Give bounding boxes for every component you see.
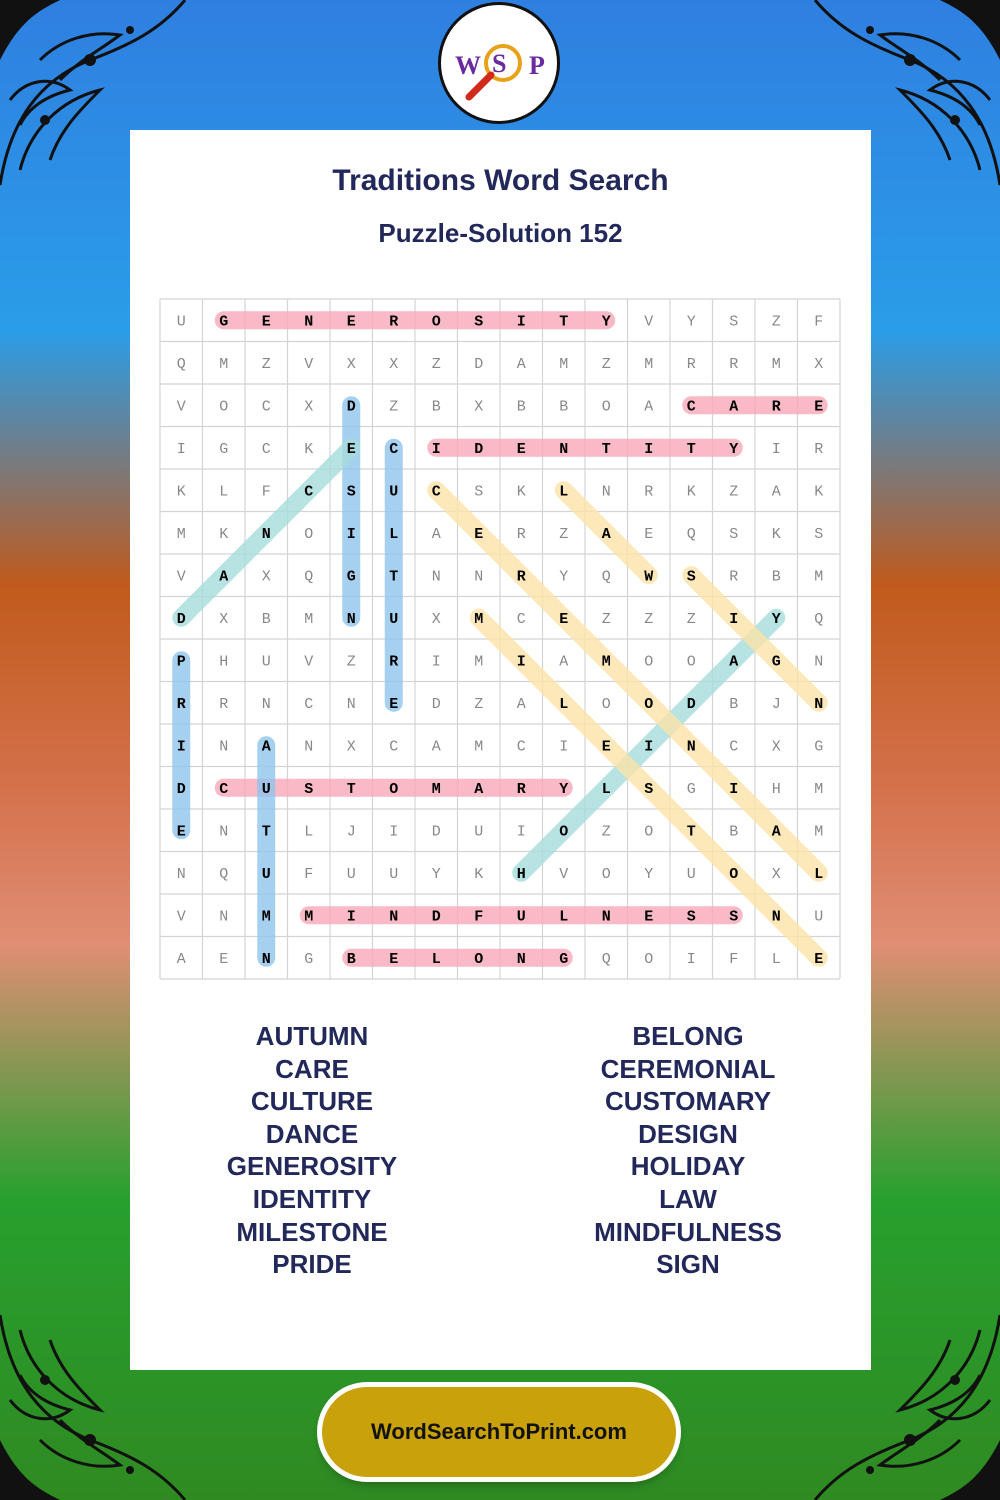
grid-cell: T <box>261 823 271 841</box>
grid-cell: M <box>474 653 484 671</box>
grid-cell: U <box>389 483 399 501</box>
grid-cell: U <box>261 865 271 883</box>
grid-cell: M <box>814 780 824 798</box>
word-list-item: LAW <box>659 1183 717 1214</box>
grid-cell: L <box>389 525 399 543</box>
grid-cell: Z <box>686 610 696 628</box>
grid-cell: A <box>516 355 526 373</box>
grid-cell: P <box>176 653 186 671</box>
grid-cell: Z <box>389 398 399 416</box>
grid-cell: O <box>431 313 441 331</box>
grid-cell: R <box>644 483 654 501</box>
grid-cell: V <box>304 653 314 671</box>
grid-cell: S <box>346 483 356 501</box>
grid-cell: Q <box>176 355 186 373</box>
grid-cell: O <box>729 865 739 883</box>
grid-cell: K <box>304 440 314 458</box>
grid-cell: O <box>601 865 611 883</box>
grid-cell: E <box>516 440 526 458</box>
grid-cell: O <box>304 525 314 543</box>
grid-cell: N <box>219 823 229 841</box>
grid-cell: A <box>176 950 186 968</box>
grid-cell: I <box>644 738 654 756</box>
grid-cell: B <box>559 398 569 416</box>
grid-cell: C <box>729 738 739 756</box>
grid-cell: N <box>814 653 824 671</box>
grid-cell: F <box>304 865 314 883</box>
grid-cell: I <box>644 440 654 458</box>
grid-cell: I <box>176 440 186 458</box>
grid-cell: N <box>219 908 229 926</box>
grid-cell: G <box>304 950 314 968</box>
grid-cell: O <box>644 653 654 671</box>
grid-cell: B <box>771 568 781 586</box>
grid-cell: C <box>304 695 314 713</box>
grid-cell: I <box>176 738 186 756</box>
word-list-item: CUSTOMARY <box>604 1086 772 1117</box>
grid-cell: N <box>261 695 271 713</box>
grid-cell: B <box>729 695 739 713</box>
grid-cell: B <box>729 823 739 841</box>
grid-cell: D <box>431 908 441 926</box>
word-list-item: BELONG <box>632 1021 744 1051</box>
grid-cell: I <box>559 738 569 756</box>
grid-cell: E <box>474 525 484 543</box>
grid-cell: O <box>219 398 229 416</box>
grid-cell: D <box>176 610 186 628</box>
grid-cell: R <box>814 440 824 458</box>
grid-cell: B <box>261 610 271 628</box>
grid-cell: T <box>601 440 611 458</box>
grid-cell: S <box>474 313 484 331</box>
grid-cell: Z <box>601 355 611 373</box>
grid-cell: L <box>219 483 229 501</box>
grid-cell: A <box>516 695 526 713</box>
grid-cell: U <box>474 823 484 841</box>
grid-cell: U <box>176 313 186 331</box>
grid-cell: L <box>559 908 569 926</box>
grid-cell: R <box>516 525 526 543</box>
grid-cell: S <box>729 313 739 331</box>
grid-cell: K <box>219 525 229 543</box>
grid-cell: D <box>474 440 484 458</box>
grid-cell: O <box>601 695 611 713</box>
grid-cell: Z <box>559 525 569 543</box>
grid-cell: T <box>559 313 569 331</box>
grid-cell: I <box>346 908 356 926</box>
grid-cell: S <box>729 908 739 926</box>
word-list-item: CEREMONIAL <box>600 1053 776 1084</box>
grid-cell: M <box>474 738 484 756</box>
grid-cell: Z <box>644 610 654 628</box>
grid-cell: R <box>516 568 526 586</box>
grid-cell: Z <box>729 483 739 501</box>
grid-cell: T <box>389 568 399 586</box>
grid-cell: U <box>516 908 526 926</box>
grid-cell: M <box>814 568 824 586</box>
grid-cell: E <box>814 398 824 416</box>
grid-cell: K <box>176 483 186 501</box>
grid-cell: O <box>644 950 654 968</box>
grid-cell: S <box>474 483 484 501</box>
grid-cell: N <box>601 908 611 926</box>
grid-cell: V <box>559 865 569 883</box>
grid-cell: G <box>346 568 356 586</box>
grid-cell: K <box>474 865 484 883</box>
grid-cell: O <box>474 950 484 968</box>
grid-cell: B <box>516 398 526 416</box>
grid-cell: R <box>686 355 696 373</box>
grid-cell: Z <box>346 653 356 671</box>
grid-cell: M <box>431 780 441 798</box>
grid-cell: M <box>559 355 569 373</box>
wsp-logo <box>438 2 560 124</box>
grid-cell: H <box>771 780 781 798</box>
grid-cell: N <box>771 908 781 926</box>
grid-cell: N <box>601 483 611 501</box>
grid-cell: J <box>771 695 781 713</box>
grid-cell: N <box>686 738 696 756</box>
grid-cell: X <box>219 610 229 628</box>
grid-cell: C <box>261 440 271 458</box>
grid-cell: M <box>601 653 611 671</box>
grid-cell: A <box>474 780 484 798</box>
grid-cell: O <box>559 823 569 841</box>
grid-cell: N <box>474 568 484 586</box>
grid-cell: L <box>431 950 441 968</box>
grid-cell: N <box>261 950 271 968</box>
grid-cell: Q <box>814 610 824 628</box>
grid-cell: S <box>814 525 824 543</box>
grid-cell: I <box>729 610 739 628</box>
grid-cell: H <box>219 653 229 671</box>
grid-cell: S <box>644 780 654 798</box>
grid-cell: E <box>644 525 654 543</box>
grid-cell: O <box>644 695 654 713</box>
grid-cell: L <box>559 483 569 501</box>
grid-cell: A <box>431 525 441 543</box>
word-list-item: HOLIDAY <box>630 1151 746 1182</box>
grid-cell: M <box>304 908 314 926</box>
grid-cell: G <box>686 780 696 798</box>
word-list-item: GENEROSITY <box>226 1151 398 1182</box>
grid-cell: M <box>771 355 781 373</box>
grid-cell: G <box>219 440 229 458</box>
grid-cell: U <box>686 865 696 883</box>
grid-cell: C <box>261 398 271 416</box>
grid-cell: O <box>601 398 611 416</box>
grid-cell: Z <box>771 313 781 331</box>
grid-cell: W <box>644 568 654 586</box>
grid-cell: E <box>644 908 654 926</box>
grid-cell: N <box>516 950 526 968</box>
grid-cell: Z <box>601 823 611 841</box>
grid-cell: L <box>601 780 611 798</box>
grid-cell: Z <box>431 355 441 373</box>
grid-cell: Y <box>559 780 569 798</box>
grid-cell: K <box>686 483 696 501</box>
grid-cell: I <box>431 440 441 458</box>
grid-cell: X <box>346 355 356 373</box>
grid-cell: O <box>644 823 654 841</box>
grid-cell: T <box>346 780 356 798</box>
grid-cell: T <box>686 823 696 841</box>
word-list-right <box>538 1020 838 1281</box>
grid-cell: N <box>176 865 186 883</box>
grid-cell: I <box>771 440 781 458</box>
word-list-item: PRIDE <box>272 1249 352 1280</box>
grid-cell: R <box>176 695 186 713</box>
grid-cell: D <box>431 823 441 841</box>
grid-cell: M <box>814 823 824 841</box>
grid-cell: K <box>516 483 526 501</box>
grid-cell: M <box>644 355 654 373</box>
grid-cell: L <box>814 865 824 883</box>
grid-cell: D <box>176 780 186 798</box>
grid-cell: X <box>304 398 314 416</box>
grid-cell: K <box>814 483 824 501</box>
page-title: Traditions Word Search <box>332 164 669 197</box>
grid-cell: F <box>474 908 484 926</box>
grid-cell: N <box>431 568 441 586</box>
grid-cell: F <box>729 950 739 968</box>
grid-cell: X <box>771 865 781 883</box>
grid-cell: F <box>261 483 271 501</box>
grid-cell: D <box>686 695 696 713</box>
word-list-item: CULTURE <box>250 1086 374 1117</box>
site-link-label: WordSearchToPrint.com <box>371 1419 627 1444</box>
grid-cell: V <box>304 355 314 373</box>
grid-cell: X <box>346 738 356 756</box>
grid-cell: I <box>431 653 441 671</box>
grid-cell: X <box>389 355 399 373</box>
grid-cell: R <box>516 780 526 798</box>
grid-cell: I <box>516 313 526 331</box>
grid-cell: M <box>474 610 484 628</box>
grid-cell: C <box>686 398 696 416</box>
grid-cell: L <box>304 823 314 841</box>
grid-cell: I <box>389 823 399 841</box>
grid-cell: Y <box>559 568 569 586</box>
grid-cell: N <box>814 695 824 713</box>
grid-cell: T <box>686 440 696 458</box>
grid-cell: M <box>261 908 271 926</box>
grid-cell: G <box>771 653 781 671</box>
word-list-item: CARE <box>275 1053 349 1084</box>
grid-cell: R <box>389 313 399 331</box>
grid-cell: U <box>261 653 271 671</box>
grid-cell: F <box>814 313 824 331</box>
grid-cell: Y <box>644 865 654 883</box>
grid-cell: E <box>219 950 229 968</box>
grid-cell: K <box>771 525 781 543</box>
grid-cell: G <box>219 313 229 331</box>
grid-cell: C <box>516 738 526 756</box>
grid-cell: E <box>559 610 569 628</box>
grid-cell: R <box>729 568 739 586</box>
grid-cell: X <box>814 355 824 373</box>
puzzle-panel <box>130 130 871 1370</box>
grid-cell: V <box>176 908 186 926</box>
grid-cell: Q <box>601 950 611 968</box>
grid-cell: N <box>346 610 356 628</box>
grid-cell: E <box>346 313 356 331</box>
grid-cell: I <box>516 653 526 671</box>
grid-cell: V <box>176 568 186 586</box>
word-list-item: IDENTITY <box>252 1183 372 1214</box>
logo-letter-p: P <box>529 51 545 80</box>
grid-cell: A <box>219 568 229 586</box>
grid-cell: C <box>389 440 399 458</box>
grid-cell: C <box>516 610 526 628</box>
grid-cell: Y <box>771 610 781 628</box>
grid-cell: Q <box>686 525 696 543</box>
grid-cell: A <box>601 525 611 543</box>
grid-cell: O <box>389 780 399 798</box>
grid-cell: S <box>686 568 696 586</box>
grid-cell: D <box>346 398 356 416</box>
grid-cell: M <box>176 525 186 543</box>
grid-cell: M <box>219 355 229 373</box>
grid-cell: C <box>304 483 314 501</box>
grid-cell: Z <box>601 610 611 628</box>
grid-cell: A <box>644 398 654 416</box>
grid-cell: A <box>261 738 271 756</box>
grid-cell: N <box>559 440 569 458</box>
grid-cell: O <box>686 653 696 671</box>
grid-cell: B <box>431 398 441 416</box>
grid-cell: X <box>474 398 484 416</box>
grid-cell: Y <box>686 313 696 331</box>
grid-cell: D <box>474 355 484 373</box>
grid-cell: A <box>771 483 781 501</box>
grid-cell: Q <box>219 865 229 883</box>
grid-cell: S <box>686 908 696 926</box>
word-search-grid <box>159 298 841 980</box>
word-list-item: DESIGN <box>638 1118 738 1149</box>
grid-cell: I <box>729 780 739 798</box>
page-subtitle: Puzzle-Solution 152 <box>378 218 623 248</box>
grid-cell: N <box>389 908 399 926</box>
site-link-button[interactable] <box>322 1387 676 1477</box>
grid-cell: L <box>771 950 781 968</box>
grid-cell: R <box>219 695 229 713</box>
grid-cell: U <box>346 865 356 883</box>
grid-cell: I <box>516 823 526 841</box>
grid-cell: E <box>346 440 356 458</box>
grid-cell: E <box>814 950 824 968</box>
grid-cell: M <box>304 610 314 628</box>
grid-cell: E <box>389 695 399 713</box>
grid-cell: Q <box>601 568 611 586</box>
grid-cell: S <box>729 525 739 543</box>
word-list-item: SIGN <box>656 1249 720 1280</box>
word-list-left <box>162 1020 462 1281</box>
grid-cell: V <box>644 313 654 331</box>
grid-cell: N <box>304 738 314 756</box>
grid-cell: X <box>261 568 271 586</box>
grid-cell: S <box>304 780 314 798</box>
grid-cell: L <box>559 695 569 713</box>
grid-cell: N <box>261 525 271 543</box>
grid-cell: Z <box>474 695 484 713</box>
grid-cell: C <box>431 483 441 501</box>
grid-cell: Y <box>601 313 611 331</box>
grid-cell: N <box>346 695 356 713</box>
grid-cell: G <box>559 950 569 968</box>
grid-cell: Q <box>304 568 314 586</box>
word-list-item: DANCE <box>265 1118 359 1149</box>
grid-cell: U <box>389 865 399 883</box>
grid-cell: I <box>686 950 696 968</box>
grid-cell: X <box>771 738 781 756</box>
grid-cell: R <box>729 355 739 373</box>
grid-cell: A <box>559 653 569 671</box>
grid-cell: B <box>346 950 356 968</box>
word-list-item: MINDFULNESS <box>594 1216 782 1247</box>
grid-cell: J <box>346 823 356 841</box>
word-list-item: AUTUMN <box>255 1021 369 1051</box>
grid-cell: G <box>814 738 824 756</box>
grid-cell: A <box>431 738 441 756</box>
grid-cell: A <box>729 398 739 416</box>
grid-cell: D <box>431 695 441 713</box>
grid-cell: V <box>176 398 186 416</box>
grid-cell: X <box>431 610 441 628</box>
grid-cell: C <box>389 738 399 756</box>
grid-cell: N <box>304 313 314 331</box>
word-list-item: MILESTONE <box>236 1216 388 1247</box>
grid-cell: C <box>219 780 229 798</box>
grid-cell: Y <box>729 440 739 458</box>
grid-cell: U <box>389 610 399 628</box>
grid-cell: U <box>261 780 271 798</box>
grid-cell: R <box>389 653 399 671</box>
grid-cell: U <box>814 908 824 926</box>
grid-cell: Y <box>431 865 441 883</box>
logo-letter-s: S <box>492 49 507 78</box>
grid-cell: N <box>219 738 229 756</box>
grid-cell: E <box>389 950 399 968</box>
grid-cell: A <box>771 823 781 841</box>
grid-cell: E <box>261 313 271 331</box>
grid-cell: E <box>601 738 611 756</box>
grid-cell: Z <box>261 355 271 373</box>
grid-cell: H <box>516 865 526 883</box>
grid-cell: R <box>771 398 781 416</box>
logo-letter-w: W <box>455 51 481 80</box>
grid-cell: A <box>729 653 739 671</box>
grid-cell: I <box>346 525 356 543</box>
grid-cell: E <box>176 823 186 841</box>
